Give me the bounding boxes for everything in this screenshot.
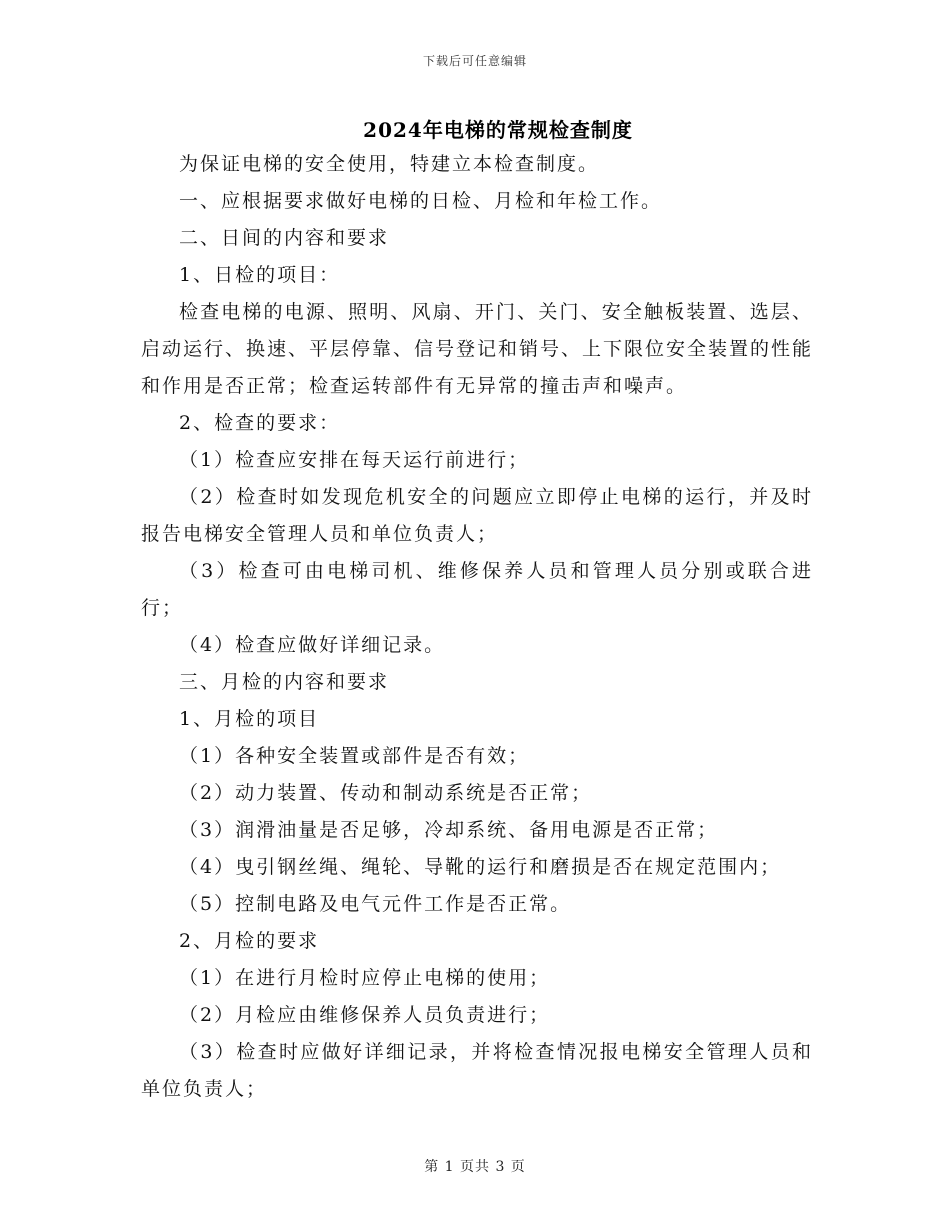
paragraph-intro: 为保证电梯的安全使用，特建立本检查制度。	[179, 153, 600, 175]
list-item: （4）检查应做好详细记录。	[179, 634, 446, 656]
paragraph-daily-items: 检查电梯的电源、照明、风扇、开门、关门、安全触板装置、选层、启动运行、换速、平层停靠、信号登记和销号、上下限位安全装置的性能和作用是否正常；检查运转部件有无异常的撞击声和噪声。	[141, 301, 814, 397]
list-item: （1）检查应安排在每天运行前进行；	[179, 449, 530, 471]
list-item: （2）动力装置、传动和制动系统是否正常；	[179, 782, 593, 804]
list-item: （1）在进行月检时应停止电梯的使用；	[179, 967, 551, 989]
document-body	[141, 146, 813, 1108]
list-item: （2）月检应由维修保养人员负责进行；	[179, 1004, 551, 1026]
section-heading-3: 三、月检的内容和要求	[179, 671, 390, 693]
list-item: （5）控制电路及电气元件工作是否正常。	[179, 893, 572, 915]
section-heading-1: 一、应根据要求做好电梯的日检、月检和年检工作。	[179, 190, 663, 212]
list-item: （3）检查可由电梯司机、维修保养人员和管理人员分别或联合进行；	[141, 560, 813, 619]
subsection-heading: 2、检查的要求：	[179, 412, 341, 434]
download-note: 下载后可任意编辑	[422, 54, 527, 68]
subsection-heading: 1、日检的项目：	[179, 264, 341, 286]
subsection-heading: 1、月检的项目	[179, 708, 320, 730]
section-heading-2: 二、日间的内容和要求	[179, 227, 390, 249]
list-item: （1）各种安全装置或部件是否有效；	[179, 745, 530, 767]
list-item: （2）检查时如发现危机安全的问题应立即停止电梯的运行，并及时报告电梯安全管理人员和单位负责人；	[141, 486, 813, 545]
page-number-footer: 第 1 页共 3 页	[424, 1159, 526, 1175]
list-item: （4）曳引钢丝绳、绳轮、导靴的运行和磨损是否在规定范围内；	[179, 856, 782, 878]
document-title: 2024年电梯的常规检查制度	[363, 118, 633, 142]
subsection-heading: 2、月检的要求	[179, 930, 320, 952]
list-item: （3）润滑油量是否足够，冷却系统、备用电源是否正常；	[179, 819, 719, 841]
list-item: （3）检查时应做好详细记录，并将检查情况报电梯安全管理人员和单位负责人；	[141, 1041, 813, 1100]
